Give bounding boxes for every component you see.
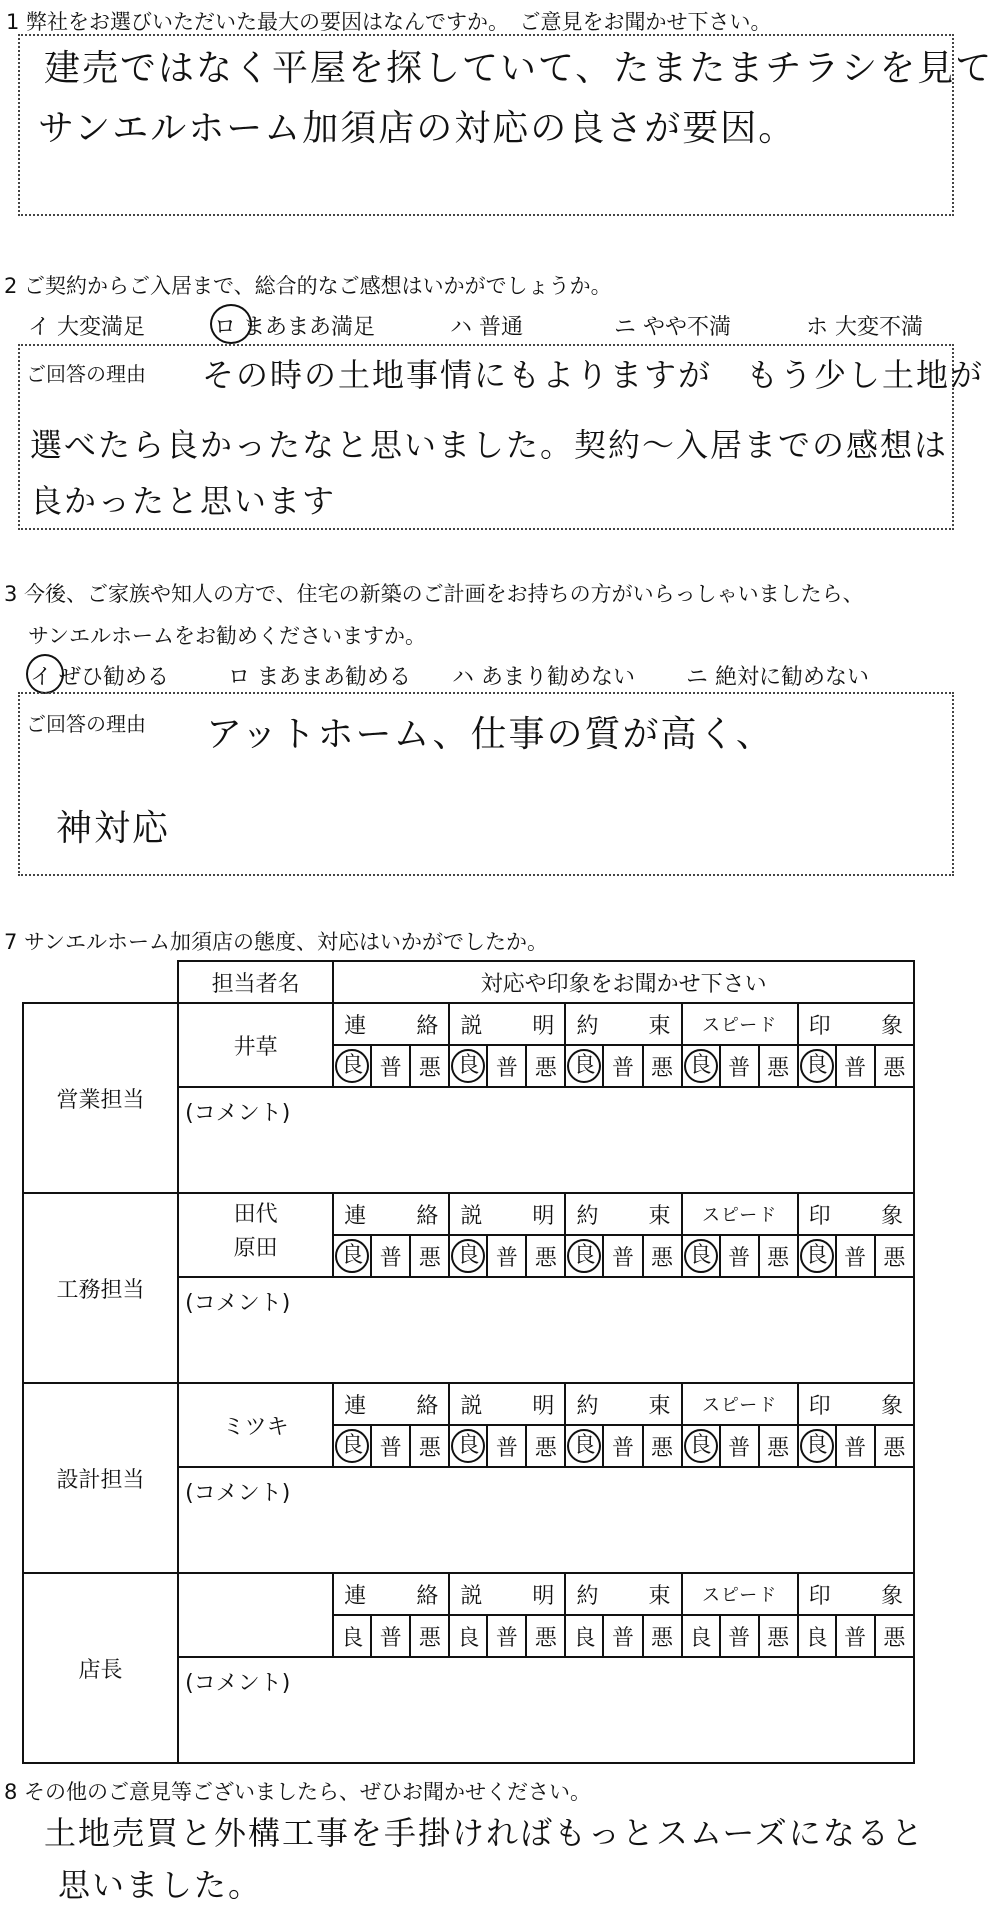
category-cell: [798, 1003, 914, 1045]
grade-option[interactable]: [836, 1235, 875, 1277]
grade-selected[interactable]: [798, 1045, 836, 1087]
q8-answer-line1: 土地売買と外構工事を手掛ければもっとスムーズになると: [44, 1814, 925, 1852]
category-label-right: 明: [532, 1203, 555, 1229]
category-label-left: 印: [808, 1393, 831, 1419]
grade-option[interactable]: [526, 1425, 565, 1467]
grade-label: 普: [728, 1055, 751, 1081]
header-request: 対応や印象をお聞かせ下さい: [333, 961, 914, 1003]
staff-row-categories: [23, 1383, 914, 1425]
category-label-right: 明: [532, 1583, 555, 1609]
q3-question-line2: サンエルホームをお勧めくださいますか。: [28, 624, 426, 648]
category-cell: [333, 1573, 449, 1615]
grade-option[interactable]: [720, 1615, 759, 1657]
grade-label: 良: [684, 1429, 718, 1463]
staff-name: [178, 1573, 333, 1657]
category-label: スピード: [701, 1015, 778, 1036]
grade-selected[interactable]: [449, 1235, 487, 1277]
staff-name-line1: 田代: [233, 1202, 278, 1227]
grade-option[interactable]: [487, 1235, 526, 1277]
category-label-left: 印: [808, 1013, 831, 1039]
category-label: スピード: [701, 1585, 778, 1606]
category-label-right: 象: [880, 1013, 903, 1039]
q3-reason-label: ご回答の理由: [26, 712, 146, 736]
category-label: スピード: [701, 1205, 778, 1226]
grade-label: 悪: [883, 1435, 906, 1461]
category-cell: [565, 1003, 681, 1045]
evaluation-table: [22, 960, 915, 1764]
grade-label: 悪: [767, 1245, 790, 1271]
grade-option[interactable]: [875, 1425, 914, 1467]
grade-label: 悪: [767, 1435, 790, 1461]
grade-option[interactable]: [487, 1615, 526, 1657]
grade-label: 良: [684, 1239, 718, 1273]
category-label-right: 象: [880, 1393, 903, 1419]
header-empty: [23, 961, 178, 1003]
category-cell: [449, 1383, 565, 1425]
staff-name-line1: 井草: [233, 1034, 278, 1060]
q1-question: 1 弊社をお選びいただいた最大の要因はなんですか。 ご意見をお聞かせ下さい。: [6, 10, 772, 34]
grade-label: 普: [495, 1055, 518, 1081]
category-cell: [565, 1573, 681, 1615]
grade-option[interactable]: [759, 1425, 798, 1467]
grade-label: 普: [611, 1625, 634, 1651]
grade-label: 普: [844, 1435, 867, 1461]
grade-option[interactable]: [759, 1235, 798, 1277]
category-label-left: 説: [460, 1583, 483, 1609]
grade-option[interactable]: [720, 1045, 759, 1087]
category-cell: [798, 1383, 914, 1425]
category-label-left: 約: [576, 1013, 599, 1039]
category-label-right: 象: [880, 1583, 903, 1609]
grade-label: 悪: [651, 1055, 674, 1081]
grade-label: 良: [567, 1429, 601, 1463]
grade-label: 普: [611, 1245, 634, 1271]
q2-option-2: ロ まあまあ満足: [214, 315, 375, 340]
category-cell: [565, 1193, 681, 1235]
category-cell: [798, 1573, 914, 1615]
category-label: スピード: [701, 1395, 778, 1416]
grade-selected[interactable]: [682, 1425, 720, 1467]
q3-selected-circle: [26, 654, 64, 694]
comment-cell[interactable]: [178, 1467, 914, 1573]
grade-label: 良: [335, 1239, 369, 1273]
comment-label: (コメント): [185, 1291, 291, 1316]
grade-label: 悪: [883, 1055, 906, 1081]
grade-label: 普: [611, 1055, 634, 1081]
grade-label: 悪: [651, 1625, 674, 1651]
grade-option[interactable]: [798, 1615, 836, 1657]
grade-option[interactable]: [333, 1615, 371, 1657]
grade-label: 良: [689, 1625, 712, 1651]
category-label-left: 説: [460, 1013, 483, 1039]
grade-label: 良: [335, 1049, 369, 1083]
grade-label: 良: [457, 1625, 480, 1651]
q3-question-line1: 3 今後、ご家族や知人の方で、住宅の新築のご計画をお持ちの方がいらっしゃいましたら、: [4, 582, 864, 606]
grade-label: 悪: [418, 1245, 441, 1271]
grade-option[interactable]: [720, 1425, 759, 1467]
category-cell: [449, 1193, 565, 1235]
grade-selected[interactable]: [333, 1045, 371, 1087]
comment-label: (コメント): [185, 1101, 291, 1126]
q1-answer-line2: サンエルホーム加須店の対応の良さが要因。: [38, 108, 797, 149]
staff-role: 店長: [23, 1573, 178, 1763]
grade-option[interactable]: [759, 1615, 798, 1657]
staff-role: 営業担当: [23, 1003, 178, 1193]
q3-answer-line1: アットホーム、仕事の質が高く、: [206, 714, 774, 755]
grade-option[interactable]: [410, 1235, 449, 1277]
q2-selected-circle: [210, 304, 252, 344]
category-label-right: 明: [532, 1393, 555, 1419]
grade-label: 悪: [767, 1625, 790, 1651]
category-label-left: 説: [460, 1203, 483, 1229]
staff-row-categories: [23, 1573, 914, 1615]
grade-label: 良: [451, 1049, 485, 1083]
category-label-right: 絡: [416, 1393, 439, 1419]
grade-label: 悪: [418, 1055, 441, 1081]
grade-option[interactable]: [875, 1615, 914, 1657]
grade-label: 悪: [534, 1435, 557, 1461]
grade-label: 普: [728, 1435, 751, 1461]
grade-option[interactable]: [720, 1235, 759, 1277]
grade-option[interactable]: [526, 1235, 565, 1277]
category-cell: [682, 1573, 798, 1615]
grade-selected[interactable]: [449, 1425, 487, 1467]
grade-option[interactable]: [682, 1615, 720, 1657]
grade-label: 悪: [651, 1245, 674, 1271]
category-label-left: 連: [344, 1203, 367, 1229]
grade-option[interactable]: [643, 1425, 682, 1467]
q2-answer-line1: その時の土地事情にもよりますが もう少し土地が: [202, 356, 985, 394]
grade-option[interactable]: [410, 1425, 449, 1467]
q3-option-4: ニ 絶対に勧めない: [686, 665, 869, 690]
grade-option[interactable]: [643, 1615, 682, 1657]
grade-option[interactable]: [371, 1425, 410, 1467]
q3-option-2: ロ まあまあ勧める: [228, 665, 411, 690]
grade-option[interactable]: [643, 1235, 682, 1277]
grade-selected[interactable]: [682, 1045, 720, 1087]
grade-label: 良: [800, 1049, 834, 1083]
grade-label: 普: [379, 1625, 402, 1651]
staff-role: 工務担当: [23, 1193, 178, 1383]
grade-option[interactable]: [759, 1045, 798, 1087]
q2-answer-line2: 選べたら良かったなと思いました。契約〜入居までの感想は: [30, 426, 949, 464]
category-label-left: 説: [460, 1393, 483, 1419]
grade-label: 悪: [883, 1625, 906, 1651]
grade-label: 普: [611, 1435, 634, 1461]
q3-option-3: ハ あまり勧めない: [452, 665, 635, 690]
staff-name-line2: 原田: [233, 1236, 278, 1261]
grade-option[interactable]: [603, 1425, 642, 1467]
q2-reason-label: ご回答の理由: [26, 362, 146, 386]
category-cell: [565, 1383, 681, 1425]
comment-label: (コメント): [185, 1671, 291, 1696]
grade-label: 普: [379, 1055, 402, 1081]
category-label-right: 束: [648, 1393, 671, 1419]
comment-cell[interactable]: [178, 1277, 914, 1383]
staff-name-line1: ミツキ: [222, 1414, 289, 1440]
category-cell: [682, 1003, 798, 1045]
grade-label: 普: [844, 1245, 867, 1271]
q2-option-3: ハ 普通: [450, 315, 523, 340]
grade-label: 良: [567, 1239, 601, 1273]
category-label-left: 約: [576, 1393, 599, 1419]
category-label-left: 連: [344, 1583, 367, 1609]
grade-selected[interactable]: [682, 1235, 720, 1277]
grade-option[interactable]: [526, 1615, 565, 1657]
grade-label: 悪: [651, 1435, 674, 1461]
q3-answer-line2: 神対応: [56, 808, 171, 849]
category-label-left: 連: [344, 1393, 367, 1419]
grade-label: 良: [800, 1429, 834, 1463]
staff-name: [178, 1003, 333, 1087]
q3-option-1: イ ぜひ勧める: [30, 665, 169, 690]
category-cell: [798, 1193, 914, 1235]
grade-option[interactable]: [526, 1045, 565, 1087]
staff-name: [178, 1383, 333, 1467]
category-label-right: 絡: [416, 1583, 439, 1609]
staff-row-categories: [23, 1193, 914, 1235]
grade-label: 良: [341, 1625, 364, 1651]
q1-answer-line1: 建売ではなく平屋を探していて、たまたまチラシを見て: [44, 48, 994, 89]
grade-option[interactable]: [371, 1045, 410, 1087]
grade-label: 良: [335, 1429, 369, 1463]
category-label-right: 束: [648, 1013, 671, 1039]
grade-label: 普: [728, 1625, 751, 1651]
grade-label: 良: [451, 1429, 485, 1463]
grade-option[interactable]: [836, 1045, 875, 1087]
grade-label: 悪: [883, 1245, 906, 1271]
q2-option-5: ホ 大変不満: [806, 315, 923, 340]
category-cell: [333, 1193, 449, 1235]
staff-role: 設計担当: [23, 1383, 178, 1573]
q2-option-1: イ 大変満足: [28, 315, 145, 340]
grade-label: 普: [379, 1245, 402, 1271]
category-cell: [449, 1573, 565, 1615]
grade-label: 悪: [534, 1055, 557, 1081]
grade-option[interactable]: [875, 1045, 914, 1087]
grade-option[interactable]: [603, 1235, 642, 1277]
grade-option[interactable]: [603, 1045, 642, 1087]
grade-label: 悪: [418, 1435, 441, 1461]
grade-label: 普: [379, 1435, 402, 1461]
grade-option[interactable]: [371, 1235, 410, 1277]
grade-selected[interactable]: [565, 1425, 603, 1467]
comment-label: (コメント): [185, 1481, 291, 1506]
category-cell: [682, 1383, 798, 1425]
category-label-left: 印: [808, 1203, 831, 1229]
category-label-left: 印: [808, 1583, 831, 1609]
grade-option[interactable]: [603, 1615, 642, 1657]
grade-label: 悪: [767, 1055, 790, 1081]
grade-label: 良: [805, 1625, 828, 1651]
grade-label: 悪: [534, 1245, 557, 1271]
grade-label: 良: [451, 1239, 485, 1273]
grade-option[interactable]: [371, 1615, 410, 1657]
grade-option[interactable]: [410, 1045, 449, 1087]
grade-option[interactable]: [643, 1045, 682, 1087]
grade-selected[interactable]: [798, 1425, 836, 1467]
grade-option[interactable]: [487, 1045, 526, 1087]
grade-option[interactable]: [449, 1615, 487, 1657]
staff-row-categories: [23, 1003, 914, 1045]
category-label-left: 約: [576, 1583, 599, 1609]
comment-cell[interactable]: [178, 1657, 914, 1763]
grade-label: 良: [573, 1625, 596, 1651]
grade-label: 良: [684, 1049, 718, 1083]
grade-selected[interactable]: [449, 1045, 487, 1087]
grade-label: 普: [844, 1625, 867, 1651]
grade-selected[interactable]: [565, 1045, 603, 1087]
category-label-right: 束: [648, 1203, 671, 1229]
grade-option[interactable]: [836, 1425, 875, 1467]
category-label-right: 束: [648, 1583, 671, 1609]
comment-cell[interactable]: [178, 1087, 914, 1193]
q7-question: 7 サンエルホーム加須店の態度、対応はいかがでしたか。: [4, 930, 548, 954]
grade-selected[interactable]: [798, 1235, 836, 1277]
category-cell: [682, 1193, 798, 1235]
grade-label: 悪: [534, 1625, 557, 1651]
grade-option[interactable]: [836, 1615, 875, 1657]
category-label-left: 連: [344, 1013, 367, 1039]
grade-option[interactable]: [487, 1425, 526, 1467]
grade-option[interactable]: [875, 1235, 914, 1277]
category-label-right: 明: [532, 1013, 555, 1039]
grade-selected[interactable]: [565, 1235, 603, 1277]
category-label-right: 象: [880, 1203, 903, 1229]
staff-name: [178, 1193, 333, 1277]
category-cell: [333, 1383, 449, 1425]
grade-label: 良: [800, 1239, 834, 1273]
grade-selected[interactable]: [333, 1425, 371, 1467]
grade-option[interactable]: [410, 1615, 449, 1657]
header-person: 担当者名: [178, 961, 333, 1003]
category-cell: [449, 1003, 565, 1045]
grade-label: 普: [495, 1625, 518, 1651]
q2-answer-line3: 良かったと思います: [30, 482, 337, 520]
grade-label: 普: [495, 1245, 518, 1271]
grade-label: 悪: [418, 1625, 441, 1651]
q8-question: 8 その他のご意見等ございましたら、ぜひお聞かせください。: [4, 1780, 592, 1804]
q2-option-4: ニ やや不満: [614, 315, 731, 340]
category-label-left: 約: [576, 1203, 599, 1229]
grade-selected[interactable]: [333, 1235, 371, 1277]
category-cell: [333, 1003, 449, 1045]
grade-label: 普: [728, 1245, 751, 1271]
grade-label: 良: [567, 1049, 601, 1083]
grade-label: 普: [495, 1435, 518, 1461]
grade-option[interactable]: [565, 1615, 603, 1657]
category-label-right: 絡: [416, 1013, 439, 1039]
category-label-right: 絡: [416, 1203, 439, 1229]
q8-answer-line2: 思いました。: [58, 1866, 263, 1904]
q2-question: 2 ご契約からご入居まで、総合的なご感想はいかがでしょうか。: [4, 274, 612, 298]
grade-label: 普: [844, 1055, 867, 1081]
